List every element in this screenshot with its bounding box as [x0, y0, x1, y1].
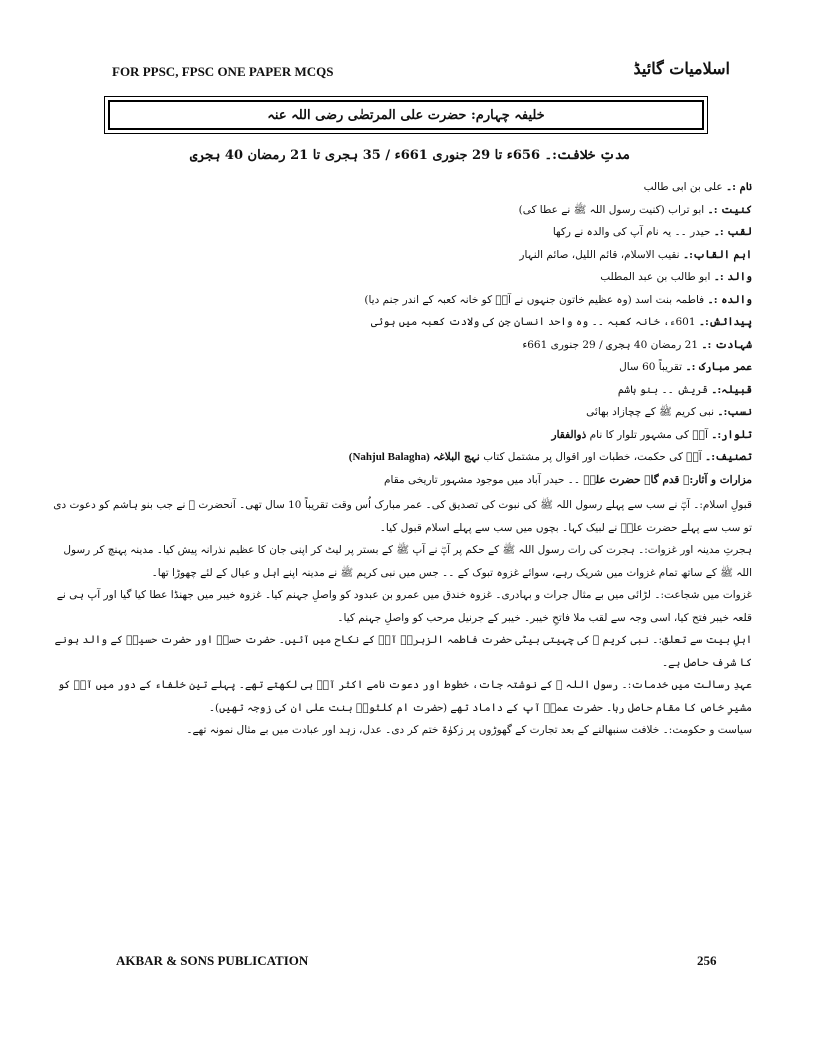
- title-box: [104, 96, 708, 134]
- entry-birth: پیدائش:۔ 601ء، خانہ کعبہ ۔۔ وہ واحد انسان جن کی ولادت کعبہ میں ہوئی: [370, 316, 752, 328]
- page-title: خلیفہ چہارم: حضرت علی المرتضٰی رضی اللہ عنہ: [108, 100, 704, 130]
- entry-sword: تلوار:۔ آپؓ کی مشہور تلوار کا نام ذوالفقار: [551, 428, 752, 441]
- entry-title: لقب :۔ حیدر ۔۔ یہ نام آپ کی والدہ نے رکھا: [552, 226, 752, 238]
- entry-name: نام :۔ علی بن ابی طالب: [643, 181, 752, 193]
- entry-important-titles: اہم القاب:۔ نقیب الاسلام، قائم اللیل، صائم النہار: [519, 248, 752, 261]
- content: [52, 176, 752, 742]
- header-left-text: FOR PPSC, FPSC ONE PAPER MCQS: [112, 64, 334, 79]
- paragraph-bravery: غزوات میں شجاعت:۔ لڑائی میں بے مثال جرات و بہادری۔ غزوہ خندق میں عمرو بن عبدود کو واصلِ جہنم کیا۔ غزوہ خیبر میں جھنڈا عطا کیا گیا اور آپ ہی نے قلعہ خیبر فتح کیا، اسی وجہ سے لقب ملا فاتحِ خیبر۔ خیبر کے جرنیل مرحب کو واصلِ جہنم کیا۔: [56, 589, 752, 624]
- entry-mother: والدہ :۔ فاطمہ بنت اسد (وہ عظیم خاتون جنہوں نے آپؓ کو خانہ کعبہ کے اندر جنم دیا): [364, 293, 752, 306]
- entry-shrines: مزارات و آثار:۔ قدم گاہ حضرت علیؓ ۔۔ حیدر آباد میں موجود مشہور تاریخی مقام: [384, 473, 752, 486]
- page-number: 256: [697, 953, 717, 968]
- paragraph-acceptance: قبولِ اسلام:۔ آپؓ نے سب سے پہلے رسول اللہ ﷺ کی نبوت کی تصدیق کی۔ عمر مبارک اُس وقت تقریباً 10 سال تھی۔ آنحضرت ﷺ نے جب بنو ہاشم کو دعوت دی تو سب سے پہلے حضرت علیؓ نے لبیک کہا۔ بچوں میں سب سے پہلے اسلام قبول کیا۔: [53, 499, 752, 534]
- paragraph-ahl-e-bait: اہلِ بیت سے تعلق:۔ نبی کریم ﷺ کی چہیتی بیٹی حضرت فاطمہ الزہراؓ آپؓ کے نکاح میں آئیں۔ حضرت حسنؓ اور حضرت حسینؓ کے والد ہونے کا شرف حاصل ہے۔: [54, 634, 752, 669]
- caliphate-period: مدتِ خلافت:۔ 656ء تا 29 جنوری 661ء / 35 ہجری تا 21 رمضان 40 ہجری: [189, 148, 631, 163]
- entry-kunya: کنیت :۔ ابو تراب (کنیت رسول اللہ ﷺ نے عطا کی): [518, 203, 752, 216]
- entry-lineage: نسب:۔ نبی کریم ﷺ کے چچازاد بھائی: [586, 406, 752, 418]
- paragraph-services: عہدِ رسالت میں خدمات:۔ رسول اللہ ﷺ کے نوشتہ جات، خطوط اور دعوت نامے اکثر آپؓ ہی لکھتے تھے۔ پہلے تین خلفاء کے دور میں آپؓ کو مشیرِ خاص کا مقام حاصل رہا۔ حضرت عمرؓ آپ کے داماد تھے (حضرت ام کلثومؓ بنت علی ان کی زوجہ تھیں)۔: [58, 679, 752, 714]
- entry-book: تصنیف:۔ آپؓ کی حکمت، خطبات اور اقوال پر مشتمل کتاب نہج البلاغہ (Nahjul Balagha): [348, 451, 752, 463]
- entry-martyrdom: شہادت :۔ 21 رمضان 40 ہجری / 29 جنوری 661ء: [522, 338, 752, 351]
- entry-father: والد :۔ ابو طالب بن عبد المطلب: [600, 271, 752, 283]
- paragraph-hijrat: ہجرتِ مدینہ اور غزوات:۔ ہجرت کی رات رسول اللہ ﷺ کے حکم پر آپؓ نے آپ ﷺ کے بستر پر لیٹ کر اپنی جان کا عظیم نذرانہ پیش کیا۔ مدینہ پہنچ کر رسول اللہ ﷺ کے ساتھ تمام غزوات میں شریک رہے، سوائے غزوہ تبوک کے ۔۔ جس میں نبی کریم ﷺ نے مدینہ اپنے اہل و عیال کے لئے چھوڑا تھا۔: [63, 544, 752, 579]
- entry-age: عمر مبارک :۔ تقریباً 60 سال: [619, 361, 752, 373]
- publisher-footer: AKBAR & SONS PUBLICATION: [116, 953, 309, 968]
- entry-tribe: قبیلہ:۔ قریش ۔۔ بنو ہاشم: [617, 383, 752, 396]
- paragraph-politics: سیاست و حکومت:۔ خلافت سنبھالنے کے بعد تجارت کے گھوڑوں پر زکوٰۃ ختم کر دی۔ عدل، زہد اور عبادت میں بے مثال نمونہ تھے۔: [186, 724, 752, 736]
- header-right-text: اسلامیات گائیڈ: [633, 59, 730, 78]
